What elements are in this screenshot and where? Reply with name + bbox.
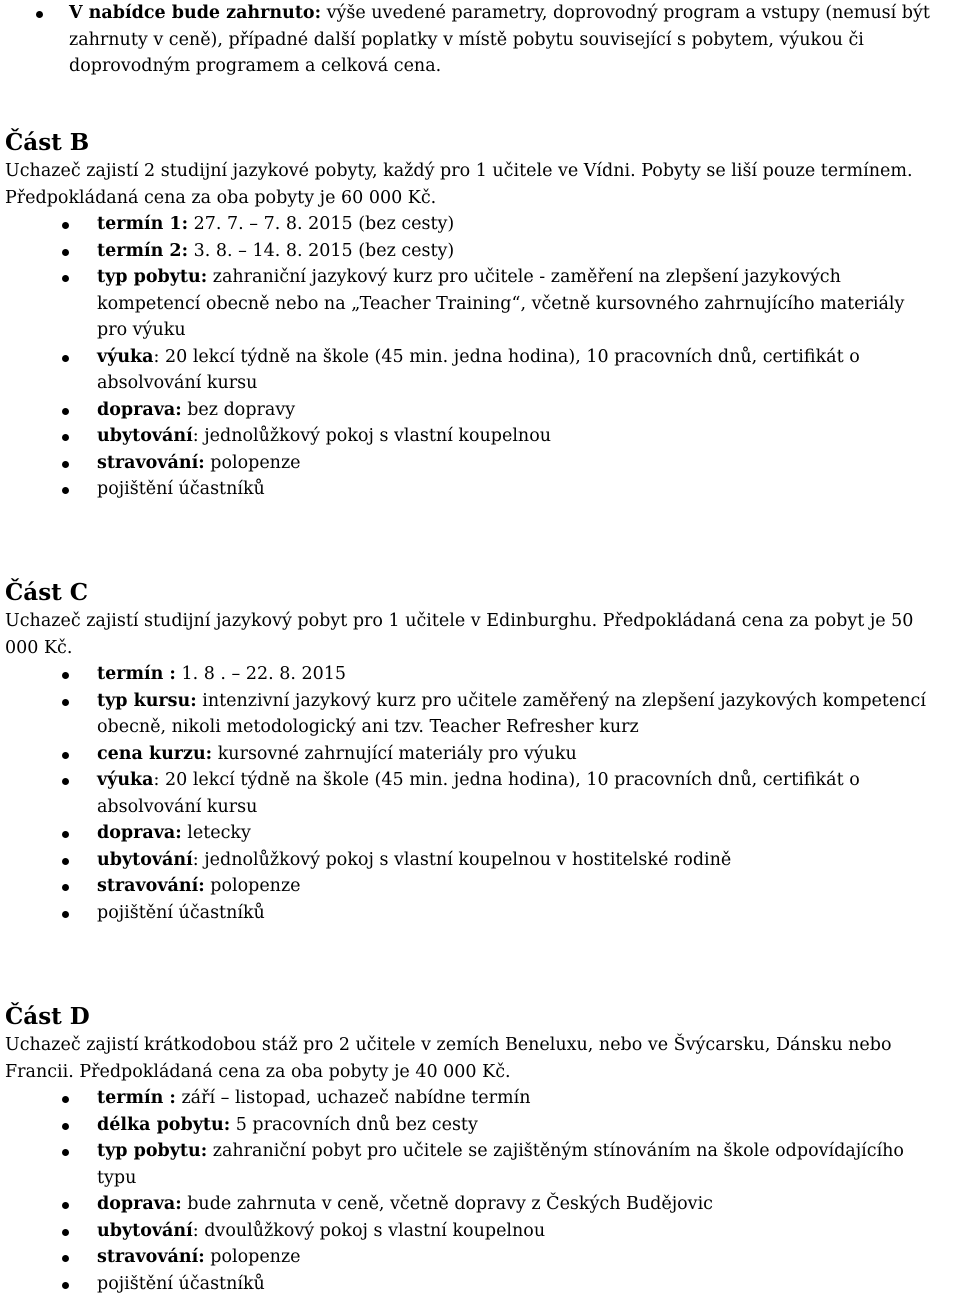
item-text: polopenze bbox=[204, 452, 301, 473]
list-item bbox=[0, 450, 960, 477]
list-item bbox=[0, 476, 960, 503]
intro-item bbox=[0, 0, 960, 80]
item-label: ubytování bbox=[97, 849, 193, 870]
item-label: délka pobytu: bbox=[97, 1114, 231, 1135]
bullet-icon bbox=[62, 249, 69, 256]
item-text: : dvoulůžkový pokoj s vlastní koupelnou bbox=[192, 1220, 546, 1241]
list-item bbox=[0, 211, 960, 238]
item-text: zahraniční pobyt pro učitele se zajištěným stínováním na škole odpovídajícího typu bbox=[97, 1141, 904, 1188]
item-text: : 20 lekcí týdně na škole (45 min. jedna hodina), 10 pracovních dnů, certifikát o absolvování kursu bbox=[97, 346, 860, 393]
item-text: : jednolůžkový pokoj s vlastní koupelnou bbox=[192, 426, 551, 446]
item-text: 27. 7. – 7. 8. 2015 (bez cesty) bbox=[188, 214, 455, 234]
list-item bbox=[0, 1218, 960, 1245]
list-item bbox=[0, 767, 960, 820]
bullet-icon bbox=[62, 434, 69, 441]
section-b-list bbox=[0, 211, 960, 503]
item-text: intenzivní jazykový kurz pro učitele zaměřený na zlepšení jazykových kompetencí obecně, nikoli metodologický ani tzv. Teacher Refresher kurz bbox=[97, 690, 926, 737]
section-c-paragraph: Uchazeč zajistí studijní jazykový pobyt pro 1 učitele v Edinburghu. Předpokládaná cena za pobyt je 50 000 Kč. bbox=[5, 611, 914, 658]
list-item bbox=[0, 397, 960, 424]
intro-list bbox=[0, 0, 960, 80]
list-item bbox=[0, 873, 960, 900]
intro-label: V nabídce bude zahrnuto: bbox=[69, 3, 322, 23]
list-item bbox=[0, 1191, 960, 1218]
bullet-icon bbox=[62, 752, 69, 759]
bullet-icon bbox=[36, 11, 43, 18]
list-item bbox=[0, 688, 960, 741]
bullet-icon bbox=[62, 1282, 69, 1289]
list-item bbox=[0, 423, 960, 450]
bullet-icon bbox=[62, 222, 69, 229]
item-label: termín : bbox=[97, 664, 176, 684]
bullet-icon bbox=[62, 858, 69, 865]
bullet-icon bbox=[62, 1123, 69, 1130]
bullet-icon bbox=[62, 831, 69, 838]
item-text: pojištění účastníků bbox=[97, 479, 265, 499]
item-text: kursovné zahrnující materiály pro výuku bbox=[212, 743, 577, 764]
intro-text: výše uvedené parametry, doprovodný program a vstupy (nemusí být zahrnuty v ceně), případné další poplatky v místě pobytu související s pobytem, výukou či doprovodným programem a celková cena. bbox=[69, 3, 930, 76]
item-label: termín 1: bbox=[97, 214, 189, 234]
item-label: cena kurzu: bbox=[97, 743, 213, 764]
item-text: pojištění účastníků bbox=[97, 1273, 265, 1294]
item-label: termín 2: bbox=[97, 240, 189, 261]
section-d-list bbox=[0, 1085, 960, 1297]
list-item bbox=[0, 1085, 960, 1112]
list-item bbox=[0, 1138, 960, 1191]
section-b-paragraph: Uchazeč zajistí 2 studijní jazykové pobyty, každý pro 1 učitele ve Vídni. Pobyty se liší pouze termínem. Předpokládaná cena za oba pobyty je 60 000 Kč. bbox=[5, 161, 913, 208]
section-c bbox=[0, 578, 960, 926]
bullet-icon bbox=[62, 461, 69, 468]
item-label: ubytování bbox=[97, 426, 193, 446]
bullet-icon bbox=[62, 355, 69, 362]
item-text: září – listopad, uchazeč nabídne termín bbox=[175, 1088, 531, 1108]
item-label: typ pobytu: bbox=[97, 1141, 208, 1161]
section-c-heading: Část C bbox=[5, 579, 89, 606]
item-label: stravování: bbox=[97, 876, 205, 896]
item-text: 3. 8. – 14. 8. 2015 (bez cesty) bbox=[188, 240, 455, 261]
list-item bbox=[0, 344, 960, 397]
bullet-icon bbox=[62, 911, 69, 918]
list-item bbox=[0, 1112, 960, 1139]
list-item bbox=[0, 264, 960, 344]
item-text: pojištění účastníků bbox=[97, 902, 265, 923]
item-text: bude zahrnuta v ceně, včetně dopravy z Českých Budějovic bbox=[181, 1194, 713, 1214]
item-text: 5 pracovních dnů bez cesty bbox=[230, 1114, 478, 1135]
list-item bbox=[0, 1244, 960, 1271]
item-label: typ kursu: bbox=[97, 690, 197, 711]
bullet-icon bbox=[62, 1202, 69, 1209]
list-item bbox=[0, 900, 960, 927]
item-label: ubytování bbox=[97, 1220, 193, 1241]
list-item bbox=[0, 847, 960, 874]
item-label: termín : bbox=[97, 1088, 176, 1108]
bullet-icon bbox=[62, 1149, 69, 1156]
bullet-icon bbox=[62, 408, 69, 415]
item-label: doprava: bbox=[97, 1194, 182, 1214]
section-b-heading: Část B bbox=[5, 129, 90, 156]
item-text: polopenze bbox=[204, 1247, 301, 1267]
list-item bbox=[0, 820, 960, 847]
item-label: typ pobytu: bbox=[97, 267, 208, 287]
item-text: 1. 8 . – 22. 8. 2015 bbox=[175, 664, 347, 684]
item-label: doprava: bbox=[97, 399, 182, 420]
item-text: polopenze bbox=[204, 876, 301, 896]
section-b bbox=[0, 128, 960, 503]
bullet-icon bbox=[62, 884, 69, 891]
item-label: stravování: bbox=[97, 452, 205, 473]
bullet-icon bbox=[62, 1229, 69, 1236]
bullet-icon bbox=[62, 487, 69, 494]
item-text: : jednolůžkový pokoj s vlastní koupelnou v hostitelské rodině bbox=[192, 849, 732, 870]
item-label: výuka bbox=[97, 346, 154, 367]
bullet-icon bbox=[62, 275, 69, 282]
item-text: bez dopravy bbox=[181, 399, 296, 420]
bullet-icon bbox=[62, 699, 69, 706]
item-text: letecky bbox=[181, 823, 251, 843]
list-item bbox=[0, 1271, 960, 1297]
item-text: : 20 lekcí týdně na škole (45 min. jedna hodina), 10 pracovních dnů, certifikát o absolvování kursu bbox=[97, 770, 860, 817]
item-label: doprava: bbox=[97, 823, 182, 843]
list-item bbox=[0, 238, 960, 265]
section-c-list bbox=[0, 661, 960, 926]
section-d-heading: Část D bbox=[5, 1003, 90, 1030]
list-item bbox=[0, 661, 960, 688]
bullet-icon bbox=[62, 1096, 69, 1103]
bullet-icon bbox=[62, 672, 69, 679]
bullet-icon bbox=[62, 778, 69, 785]
section-d bbox=[0, 1002, 960, 1297]
item-text: zahraniční jazykový kurz pro učitele - zaměření na zlepšení jazykových kompetencí obecně nebo na „Teacher Training“, včetně kursovného zahrnujícího materiály pro výuku bbox=[97, 267, 905, 340]
item-label: stravování: bbox=[97, 1247, 205, 1267]
bullet-icon bbox=[62, 1255, 69, 1262]
item-label: výuka bbox=[97, 770, 154, 790]
section-d-paragraph: Uchazeč zajistí krátkodobou stáž pro 2 učitele v zemích Beneluxu, nebo ve Švýcarsku, Dánsku nebo Francii. Předpokládaná cena za oba pobyty je 40 000 Kč. bbox=[5, 1035, 892, 1082]
list-item bbox=[0, 741, 960, 768]
